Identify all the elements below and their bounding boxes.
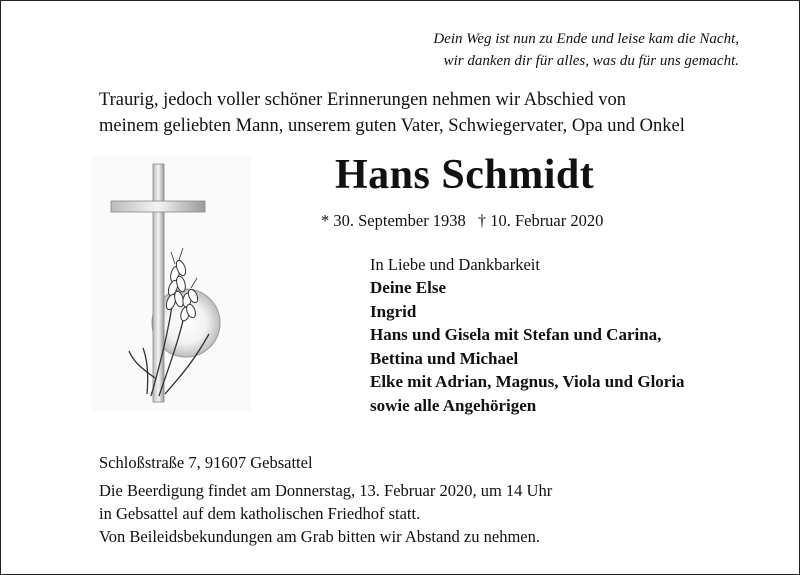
mourner-name: sowie alle Angehörigen [370, 395, 537, 415]
mourner-name: Elke mit Adrian, Magnus, Viola und Gloria [370, 372, 685, 391]
intro-line: meinem geliebten Mann, unserem guten Vater, Schwiegervater, Opa und Onkel [99, 116, 685, 136]
deceased-name: Hans Schmidt [335, 152, 595, 198]
mourners-list [370, 276, 685, 417]
funeral-line: in Gebsattel auf dem katholischen Friedhof statt. [99, 504, 421, 523]
family-address: Schloßstraße 7, 91607 Gebsattel [99, 453, 313, 472]
birth-date: * 30. September 1938 [321, 211, 466, 230]
mourners-block [370, 253, 685, 417]
intro-line: Traurig, jedoch voller schöner Erinnerungen nehmen wir Abschied von [99, 90, 626, 110]
motto-line: Dein Weg ist nun zu Ende und leise kam die Nacht, [433, 31, 739, 47]
funeral-line: Die Beerdigung findet am Donnerstag, 13. Februar 2020, um 14 Uhr [99, 481, 553, 500]
funeral-line: Von Beileidsbekundungen am Grab bitten wir Abstand zu nehmen. [99, 527, 540, 546]
mourner-name: Deine Else [370, 278, 447, 297]
life-dates [321, 211, 603, 231]
motto-line: wir danken dir für alles, was du für uns gemacht. [443, 53, 739, 69]
funeral-info [99, 479, 552, 548]
death-date: † 10. Februar 2020 [477, 211, 604, 230]
mourner-name: Bettina und Michael [370, 348, 519, 368]
mourner-name: Ingrid [370, 301, 417, 321]
intro-text [99, 87, 685, 139]
cross-with-wheat-icon [91, 156, 251, 411]
mourner-name: Hans und Gisela mit Stefan und Carina, [370, 325, 662, 344]
mourners-heading: In Liebe und Dankbarkeit [370, 255, 540, 274]
motto [433, 28, 739, 72]
